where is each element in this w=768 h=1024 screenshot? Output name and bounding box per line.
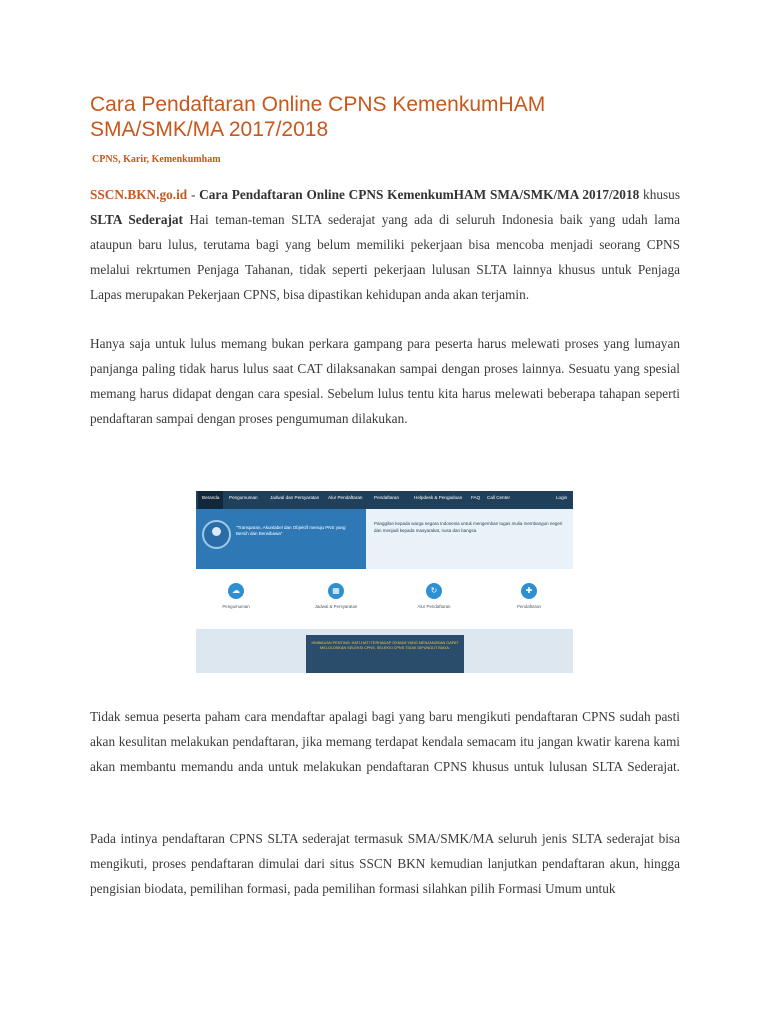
menu-pengumuman: ☁ Pengumuman xyxy=(201,583,271,609)
paragraph-2: Hanya saja untuk lulus memang bukan perkara gampang para peserta harus melewati proses yang lumayan panjanga paling tidak harus lulus saat CAT dilaksanakan sampai dengan proses lainnya. Sesuatu yang spesial memang harus didapat dengan cara spesial. Sebelum lulus tentu kita harus melewati beberapa tahapan seperti pendaftaran sampai dengan proses pengumuman dilakukan. xyxy=(90,336,680,426)
hero-quote: "Transparan, Akuntabel dan Objektif menuju PNS yang Bersih dan Berwibawa" xyxy=(236,525,346,536)
bell-icon: ☁ xyxy=(228,583,244,599)
refresh-icon: ↻ xyxy=(426,583,442,599)
nav-item-jadwal: Jadwal dan Persyaratan xyxy=(270,495,320,500)
nav-item-beranda: Beranda xyxy=(198,491,223,509)
logo-icon xyxy=(202,520,231,549)
sscn-navbar xyxy=(196,491,573,509)
nav-item-pengumuman: Pengumuman xyxy=(229,495,258,500)
nav-item-call-center: Call Center xyxy=(487,495,510,500)
sscn-menu xyxy=(196,569,573,629)
nav-item-helpdesk: Helpdesk & Pengaduan xyxy=(414,495,463,500)
nav-item-faq: FAQ xyxy=(471,495,481,500)
menu-alur: ↻ Alur Pendaftaran xyxy=(399,583,469,609)
calendar-icon: ▦ xyxy=(328,583,344,599)
paragraph-4: Pada intinya pendaftaran CPNS SLTA sederajat termasuk SMA/SMK/MA seluruh jenis SLTA sederajat bisa mengikuti, proses pendaftaran dimulai dari situs SSCN BKN kemudian lanjutkan pendaftaran akun, hingga pengisian biodata, pemilihan formasi, pada pemilihan formasi silahkan pilih Formasi Umum untuk xyxy=(90,831,680,896)
article-title: Cara Pendaftaran Online CPNS KemenkumHAM SMA/SMK/MA 2017/2018 xyxy=(90,93,546,141)
paragraph-intro: SSCN.BKN.go.id - Cara Pendaftaran Online CPNS KemenkumHAM SMA/SMK/MA 2017/2018 khusus SLTA Sederajat Hai teman-teman SLTA sederajat yang ada di seluruh Indonesia baik yang udah lama ataupun baru lulus, terutama bagi yang belum memiliki pekerjaan bisa mencoba menjadi seorang CPNS melalui rekrtumen Penjaga Tahanan, tidak seperti pekerjaan lulusan SLTA lainnya khusus untuk Penjaga Lapas merupakan Pekerjaan CPNS, bisa dipastikan kehidupan anda akan terjamin. xyxy=(90,187,680,302)
menu-pendaftaran: ✚ Pendaftaran xyxy=(494,583,564,609)
notice-banner: HIMBAUAN PENTING: HATI-HATI TERHADAP OKNUM YANG MENJANJIKAN DAPAT MELOLOSKAN SELEKSI CPNS. SELEKSI CPNS TIDAK DIPUNGUT BIAYA. xyxy=(306,635,464,673)
nav-item-alur: Alur Pendaftaran xyxy=(328,495,363,500)
site-link[interactable]: SSCN.BKN.go.id xyxy=(90,187,188,202)
sscn-hero xyxy=(196,509,573,569)
nav-item-login: Login xyxy=(556,495,568,500)
article-labels[interactable]: CPNS, Karir, Kemenkumham xyxy=(92,154,221,165)
paragraph-3: Tidak semua peserta paham cara mendaftar apalagi bagi yang baru mengikuti pendaftaran CPNS sudah pasti akan kesulitan melakukan pendaftaran, jika memang terdapat kendala semacam itu jangan kwatir karena kami akan membantu memandu anda untuk melakukan pendaftaran CPNS khusus untuk lulusan SLTA Sederajat. xyxy=(90,709,680,774)
menu-jadwal: ▦ Jadwal & Persyaratan xyxy=(301,583,371,609)
hero-text: Panggilan kepada warga negara Indonesia untuk mengemban tugas mulia membangun negeri dan menjadi kepada masyarakat, nusa dan bangsa. xyxy=(374,521,563,533)
intro-bold-title: Cara Pendaftaran Online CPNS KemenkumHAM SMA/SMK/MA 2017/2018 xyxy=(199,187,640,202)
intro-bold-slta: SLTA Sederajat xyxy=(90,212,183,227)
nav-item-pendaftaran: Pendaftaran xyxy=(374,495,400,500)
sscn-website-screenshot xyxy=(196,491,573,673)
user-add-icon: ✚ xyxy=(521,583,537,599)
